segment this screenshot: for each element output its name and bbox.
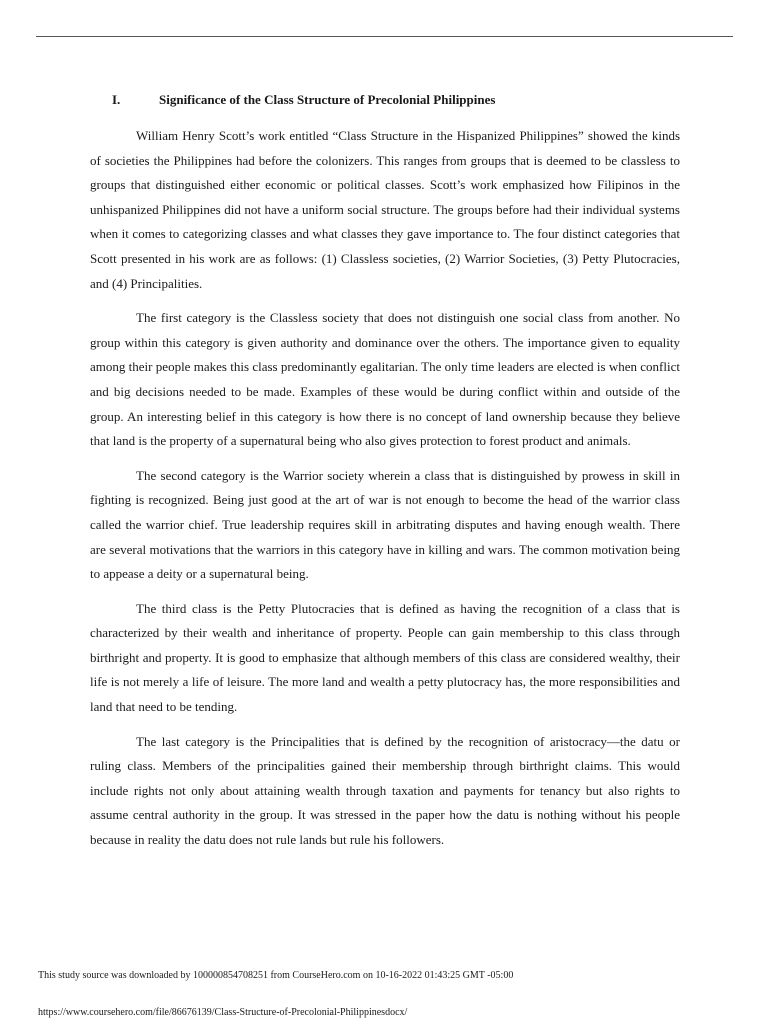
section-title: Significance of the Class Structure of Precolonial Philippines [159, 92, 496, 107]
section-number: I. [112, 92, 121, 107]
section-heading [90, 88, 680, 112]
top-rule [36, 36, 733, 37]
paragraph-intro: William Henry Scott’s work entitled “Class Structure in the Hispanized Philippines” showed the kinds of societies the Philippines had before the colonizers. This ranges from groups that is deemed to be classless to groups that distinguished either economic or political classes. Scott’s work emphasized how Filipinos in the unhispanized Philippines did not have a uniform social structure. The groups before had their individual systems when it comes to categorizing classes and what classes they gave importance to. The four distinct categories that Scott presented in his work are as follows: (1) Classless societies, (2) Warrior Societies, (3) Petty Plutocracies, and (4) Principalities. [90, 128, 680, 291]
source-url: https://www.coursehero.com/file/86676139/Class-Structure-of-Precolonial-Philippinesdocx/ [38, 1007, 408, 1018]
paragraph-classless-society: The first category is the Classless society that does not distinguish one social class from another. No group within this category is given authority and dominance over the others. The importance given to equality among their people makes this class predominantly egalitarian. The only time leaders are elected is when conflict and big decisions needed to be made. Examples of these would be during conflict within and outside of the group. An interesting belief in this category is how there is no concept of land ownership because they believe that land is the property of a supernatural being who also gives protection to forest product and animals. [90, 310, 680, 449]
document-body [90, 88, 680, 853]
download-source-note: This study source was downloaded by 100000854708251 from CourseHero.com on 10-16-2022 01:43:25 GMT -05:00 [38, 970, 514, 981]
paragraph-warrior-society: The second category is the Warrior society wherein a class that is distinguished by prowess in skill in fighting is recognized. Being just good at the art of war is not enough to become the head of the warrior class called the warrior chief. True leadership requires skill in arbitrating disputes and having enough wealth. There are several motivations that the warriors in this category have in killing and wars. The common motivation being to appease a deity or a supernatural being. [90, 467, 680, 582]
paragraph-petty-plutocracies: The third class is the Petty Plutocracies that is defined as having the recognition of a class that is characterized by their wealth and inheritance of property. People can gain membership to this class through birthright and property. It is good to emphasize that although members of this class are considered wealthy, their life is not merely a life of leisure. The more land and wealth a petty plutocracy has, the more responsibilities and land that need to be tending. [90, 600, 680, 715]
paragraph-principalities: The last category is the Principalities that is defined by the recognition of aristocracy—the datu or ruling class. Members of the principalities gained their membership through birthright claims. This would include rights not only about attaining wealth through taxation and payments for tenancy but also rights to assume central authority in the group. It was stressed in the paper how the datu is nothing without his people because in reality the datu does not rule lands but rule his followers. [90, 733, 680, 848]
